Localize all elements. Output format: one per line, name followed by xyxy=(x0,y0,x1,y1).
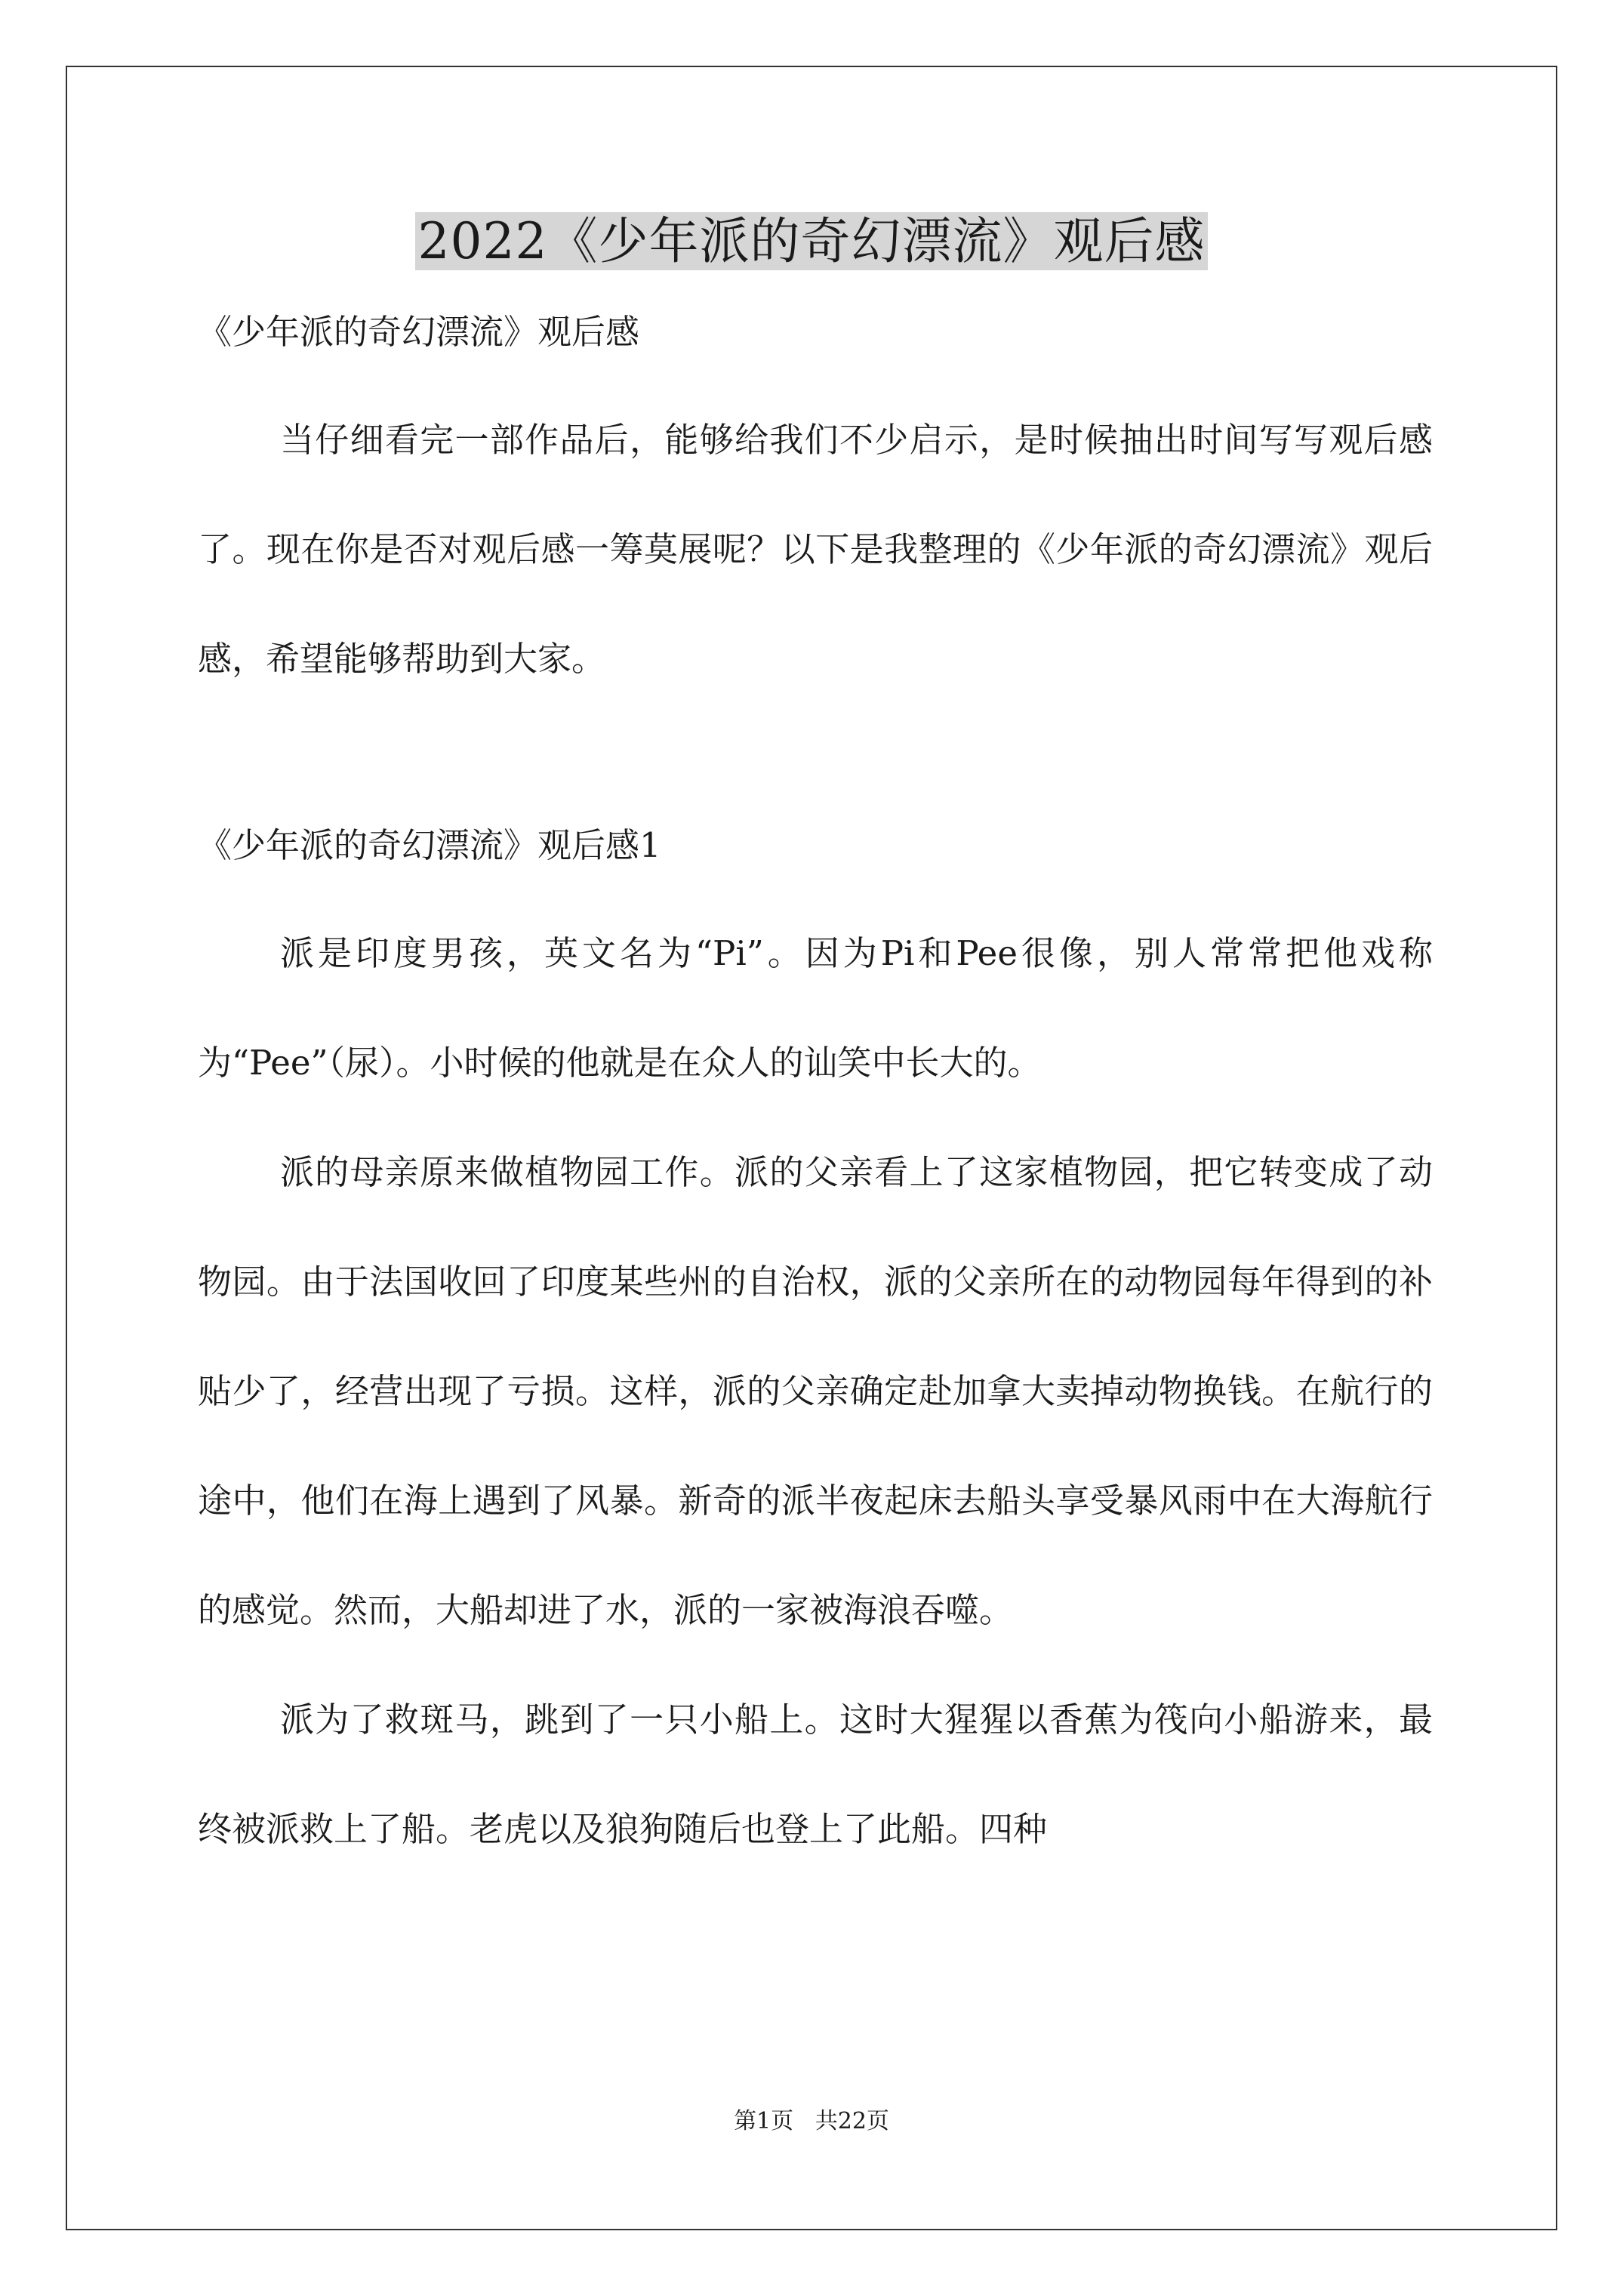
page-footer: 第1页 共22页 xyxy=(734,2108,889,2134)
document-title xyxy=(0,204,1623,279)
intro-paragraph: 当仔细看完一部作品后，能够给我们不少启示，是时候抽出时间写写观后感了。现在你是否对观后感一筹莫展呢？以下是我整理的《少年派的奇幻漂流》观后感，希望能够帮助到大家。 xyxy=(198,420,1433,679)
document-title-text: 2022《少年派的奇幻漂流》观后感 xyxy=(415,212,1209,270)
body-paragraph: 派的母亲原来做植物园工作。派的父亲看上了这家植物园，把它转变成了动物园。由于法国收回了印度某些州的自治权，派的父亲所在的动物园每年得到的补贴少了，经营出现了亏损。这样，派的父亲确定赴加拿大卖掉动物换钱。在航行的途中，他们在海上遇到了风暴。新奇的派半夜起床去船头享受暴风雨中在大海航行的感觉。然而，大船却进了水，派的一家被海浪吞噬。 xyxy=(198,1152,1433,1630)
subheading: 《少年派的奇幻漂流》观后感 xyxy=(198,312,640,352)
body-paragraph: 派为了救斑马，跳到了一只小船上。这时大猩猩以香蕉为筏向小船游来，最终被派救上了船。老虎以及狼狗随后也登上了此船。四种 xyxy=(198,1700,1433,1849)
document-body xyxy=(198,310,1433,1884)
section-heading-1: 《少年派的奇幻漂流》观后感1 xyxy=(198,825,661,865)
body-paragraph: 派是印度男孩，英文名为“Pi”。因为Pi和Pee很像，别人常常把他戏称为“Pee”（尿）。小时候的他就是在众人的讪笑中长大的。 xyxy=(198,933,1433,1083)
